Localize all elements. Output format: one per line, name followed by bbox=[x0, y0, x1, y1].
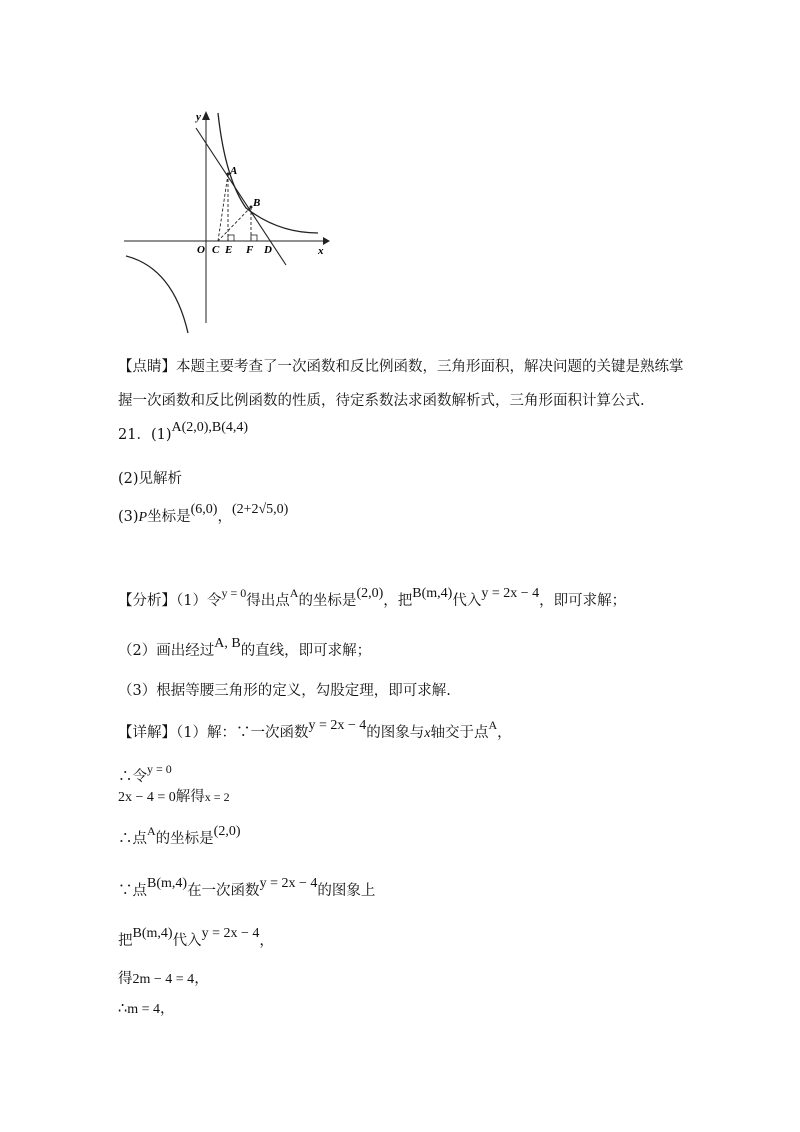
fenxi-1-a: 【分析】（1）令 bbox=[118, 593, 222, 609]
right-angle-E bbox=[228, 235, 234, 241]
xiangjie-m1: y = 2x − 4 bbox=[308, 718, 367, 733]
x-axis-arrow bbox=[323, 237, 330, 245]
q21-p-val2: (2+2√5,0) bbox=[231, 502, 289, 517]
fenxi-1-m1: y = 0 bbox=[221, 586, 247, 600]
label-y: y bbox=[196, 111, 201, 123]
q21-part3-text: 坐标是 bbox=[147, 509, 191, 525]
xiangjie-x: x bbox=[424, 726, 431, 741]
ling-line bbox=[118, 762, 172, 788]
label-F: F bbox=[246, 244, 254, 256]
dianA-m2: (2,0) bbox=[213, 824, 241, 839]
eq1-line bbox=[118, 786, 230, 809]
q21-part3-prefix: (3) bbox=[118, 509, 139, 525]
q21-var-P: P bbox=[138, 510, 148, 525]
label-E: E bbox=[225, 244, 233, 256]
hyperbola-branch-2 bbox=[126, 256, 188, 333]
dianA-a: ∴点 bbox=[118, 831, 147, 847]
fenxi-1-m4: B(m,4) bbox=[412, 586, 453, 601]
ba-a: 把 bbox=[118, 933, 133, 949]
because-b: 在一次函数 bbox=[187, 883, 260, 899]
label-A: A bbox=[230, 165, 238, 177]
fenxi-1-d: ，把 bbox=[383, 593, 413, 609]
right-angle-F bbox=[251, 235, 257, 241]
de-line bbox=[118, 968, 209, 991]
de-a: 得 bbox=[118, 971, 133, 987]
linear-function-line bbox=[196, 128, 286, 265]
fenxi-1-f: ，即可求解； bbox=[539, 593, 627, 609]
dianjing-line-1: 【点睛】本题主要考查了一次函数和反比例函数，三角形面积，解决问题的关键是熟练掌 bbox=[118, 359, 684, 375]
fenxi-line-3: （3）根据等腰三角形的定义，勾股定理，即可求解. bbox=[118, 683, 451, 699]
label-O: O bbox=[197, 244, 205, 256]
de-m: 2m − 4 = 4 bbox=[132, 972, 195, 987]
xiangjie-m2: A bbox=[488, 718, 498, 732]
y-axis-arrow bbox=[202, 111, 210, 120]
eq1-m: 2x − 4 = 0 bbox=[118, 790, 176, 805]
because-a: ∵点 bbox=[118, 883, 147, 899]
eq1-m2: x = 2 bbox=[204, 790, 230, 804]
q21-p-val1: (6,0) bbox=[190, 502, 218, 517]
dash-A-C bbox=[218, 174, 228, 241]
dash-B-C bbox=[218, 207, 251, 241]
ba-b: 代入 bbox=[172, 933, 202, 949]
label-C: C bbox=[212, 244, 220, 256]
ling-m: y = 0 bbox=[147, 762, 172, 776]
fenxi-1-m2: A bbox=[289, 586, 299, 600]
dianA-line bbox=[118, 824, 241, 851]
m-a: ∴ bbox=[118, 1001, 128, 1017]
fenxi-1-b: 得出点 bbox=[246, 593, 290, 609]
fenxi-line-1 bbox=[118, 586, 627, 613]
because-m1: B(m,4) bbox=[147, 876, 188, 891]
because-m2: y = 2x − 4 bbox=[259, 876, 318, 891]
dianA-b: 的坐标是 bbox=[155, 831, 214, 847]
fenxi-2-b: 的直线，即可求解； bbox=[240, 643, 372, 659]
xiangjie-line bbox=[118, 718, 512, 745]
fenxi-1-c: 的坐标是 bbox=[298, 593, 357, 609]
q21-part3-sep: ， bbox=[217, 509, 232, 525]
m-line bbox=[118, 998, 175, 1021]
q21-number: 21．(1) bbox=[118, 427, 172, 443]
q21-part1 bbox=[118, 420, 249, 447]
fenxi-1-m5: y = 2x − 4 bbox=[481, 586, 540, 601]
ba-c: ， bbox=[259, 933, 274, 949]
xiangjie-d: ， bbox=[497, 725, 512, 741]
fenxi-1-e: 代入 bbox=[452, 593, 482, 609]
m-b: ， bbox=[160, 1001, 175, 1017]
ling-a: ∴令 bbox=[118, 769, 147, 785]
dianA-m: A bbox=[147, 824, 156, 838]
de-b: ， bbox=[194, 971, 209, 987]
label-D: D bbox=[264, 244, 272, 256]
fenxi-1-m3: (2,0) bbox=[356, 586, 384, 601]
dianjing-line-2: 握一次函数和反比例函数的性质，待定系数法求函数解析式，三角形面积计算公式. bbox=[118, 393, 645, 409]
ba-m1: B(m,4) bbox=[132, 926, 173, 941]
eq1-b: 解得 bbox=[175, 789, 205, 805]
q21-answer1: A(2,0),B(4,4) bbox=[171, 420, 249, 435]
fenxi-2-m: A, B bbox=[214, 636, 241, 651]
xiangjie-a: 【详解】（1）解：∵一次函数 bbox=[118, 725, 309, 741]
m-m: m = 4 bbox=[127, 1002, 161, 1017]
function-graph-figure bbox=[118, 108, 333, 340]
xiangjie-b: 的图象与 bbox=[366, 725, 425, 741]
fenxi-line-2 bbox=[118, 636, 372, 663]
because-line bbox=[118, 876, 376, 903]
q21-part2: (2)见解析 bbox=[118, 471, 183, 487]
label-B: B bbox=[253, 197, 261, 209]
label-x: x bbox=[318, 245, 324, 257]
fenxi-2-a: （2）画出经过 bbox=[118, 643, 215, 659]
q21-part3 bbox=[118, 502, 289, 529]
because-c: 的图象上 bbox=[317, 883, 376, 899]
ba-line bbox=[118, 926, 274, 953]
xiangjie-c: 轴交于点 bbox=[430, 725, 489, 741]
ba-m2: y = 2x − 4 bbox=[201, 926, 260, 941]
